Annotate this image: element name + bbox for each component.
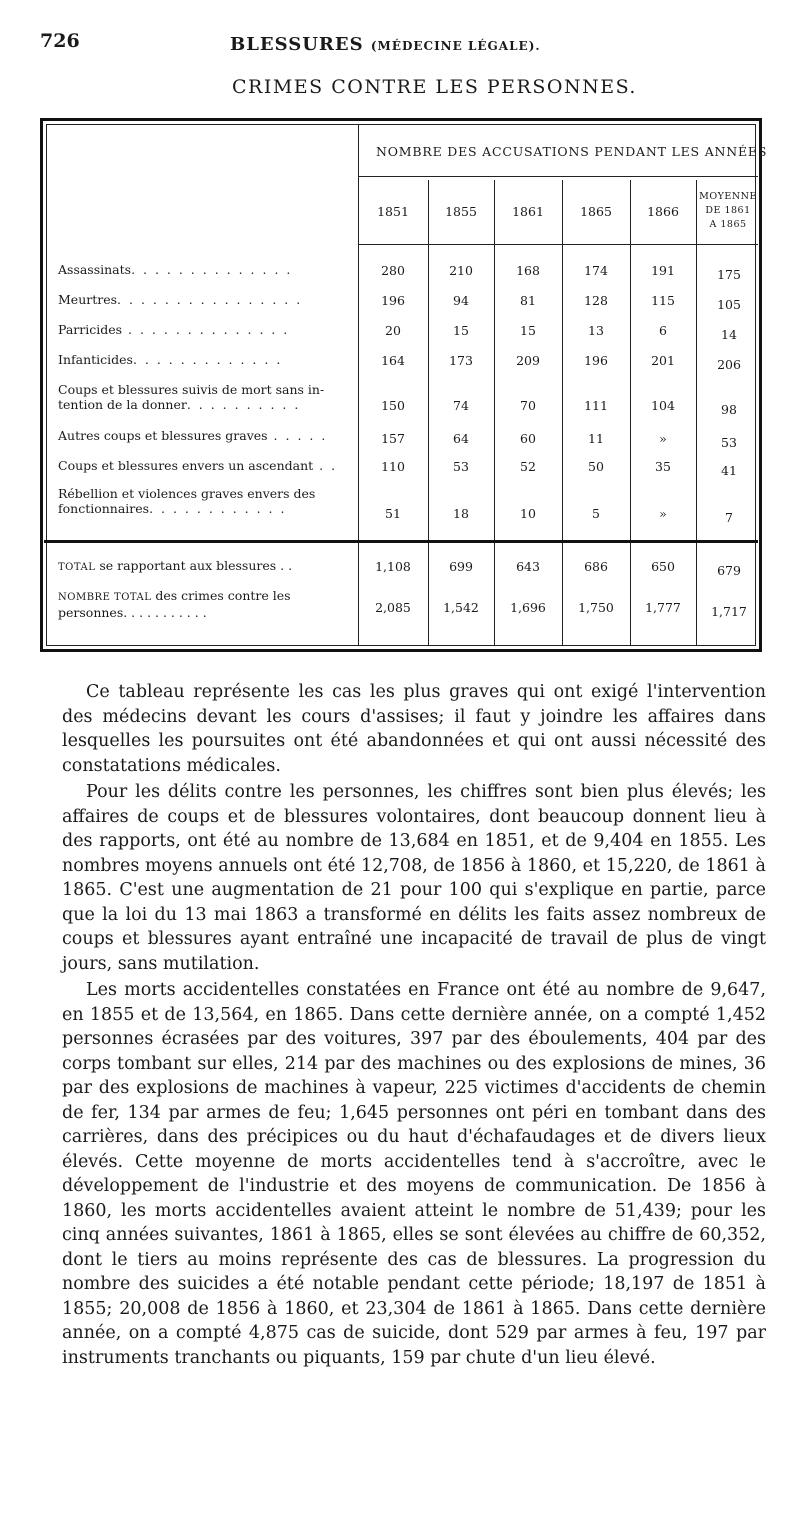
leader-dots: . . . . . . . . . . . <box>123 605 207 620</box>
body-text <box>62 680 766 1370</box>
row-label <box>58 262 348 277</box>
table-cell: 41 <box>721 463 737 478</box>
row-label <box>58 486 348 516</box>
table-cell: 1,717 <box>711 604 747 619</box>
total-label-text: personnes <box>58 605 124 620</box>
paragraph: Pour les délits contre les personnes, les chiffres sont bien plus élevés; les affaires de coups et de blessures volontaires, dont beaucoup donnent lieu à des rapports, ont été au nombre de 13,684 en 1851, et de 9,404 en 1855. Les nombres moyens annuels ont été 12,708, de 1856 à 1860, et 15,220, de 1861 à 1865. C'est une augmentation de 21 pour 100 qui s'explique en partie, parce que la loi du 13 mai 1863 a transformé en délits les faits assez nombreux de coups et blessures ayant entraîné une incapacité de travail de plus de vingt jours, sans mutilation. <box>62 782 766 974</box>
total-label-caps: TOTAL <box>58 562 96 573</box>
row-label-text: Infanticides <box>58 352 133 367</box>
total-label <box>58 588 348 620</box>
table-cell: 206 <box>717 357 741 372</box>
table-cell: 175 <box>717 267 741 282</box>
table-cell: 15 <box>453 323 469 338</box>
table-cell: 1,777 <box>645 600 681 615</box>
row-label-text: Coups et blessures envers un ascendant <box>58 458 314 473</box>
table-cell: 64 <box>453 431 469 446</box>
row-label-text: fonctionnaires <box>58 501 150 516</box>
table-cell: » <box>659 506 667 521</box>
running-head-main: BLESSURES <box>230 34 364 55</box>
row-label-text: Assassinats <box>58 262 132 277</box>
average-header <box>697 190 759 232</box>
table-cell: 81 <box>520 293 536 308</box>
table-cell: 196 <box>584 353 608 368</box>
table-rule <box>630 180 631 645</box>
table-cell: 10 <box>520 506 536 521</box>
table-rule <box>358 125 359 645</box>
table-cell: 1,750 <box>578 600 614 615</box>
year-header: 1851 <box>377 204 409 219</box>
row-label <box>58 322 348 337</box>
table-cell: 280 <box>381 263 405 278</box>
table-cell: 105 <box>717 297 741 312</box>
paragraph: Les morts accidentelles constatées en France ont été au nombre de 9,647, en 1855 et de 13,564, en 1865. Dans cette dernière année, on a compté 1,452 personnes écrasées par des voitures, 397 par des éboulements, 404 par des corps tombant sur elles, 214 par des machines ou des explosions de mines, 36 par des explosions de machines à vapeur, 225 victimes d'accidents de chemin de fer, 134 par armes de feu; 1,645 personnes ont péri en tombant dans des carrières, dans des précipices ou du haut d'échafaudages et de divers lieux élevés. Cette moyenne de morts accidentelles tend à s'accroître, avec le développement de l'industrie et des moyens de communication. De 1856 à 1860, les morts accidentelles avaient atteint le nombre de 51,439; pour les cinq années suivantes, 1861 à 1865, elles se sont élevées au chiffre de 60,352, dont le tiers au moins représente des cas de blessures. La progression du nombre des suicides a été notable pendant cette période; 18,197 de 1851 à 1855; 20,008 de 1856 à 1860, et 23,304 de 1861 à 1865. Dans cette dernière année, on a compté 4,875 cas de suicide, dont 529 par armes à feu, 197 par instruments tranchants ou piquants, 159 par chute d'un lieu élevé. <box>62 980 766 1368</box>
table-cell: 7 <box>725 510 733 525</box>
leader-dots: . . . . . . . . . . <box>186 397 301 412</box>
table-cell: 13 <box>588 323 604 338</box>
table-cell: 115 <box>651 293 675 308</box>
table-cell: 2,085 <box>375 600 411 615</box>
table-cell: 51 <box>385 506 401 521</box>
row-label <box>58 382 348 412</box>
table-cell: 1,108 <box>375 559 411 574</box>
row-label <box>58 352 348 367</box>
row-label <box>58 428 348 443</box>
table-cell: 168 <box>516 263 540 278</box>
running-head <box>230 34 541 55</box>
table-cell: 1,696 <box>510 600 546 615</box>
row-label <box>58 292 348 307</box>
leader-dots: . . . . . <box>267 428 328 443</box>
year-header: 1861 <box>512 204 544 219</box>
section-title: CRIMES CONTRE LES PERSONNES. <box>232 76 637 98</box>
table-cell: 210 <box>449 263 473 278</box>
table-cell: 111 <box>584 398 608 413</box>
table-cell: 74 <box>453 398 469 413</box>
row-label-text: Rébellion et violences graves envers des <box>58 486 316 501</box>
table-cell: » <box>659 431 667 446</box>
table-cell: 650 <box>651 559 675 574</box>
leader-dots: . . . . . . . . . . . . <box>149 501 287 516</box>
total-label <box>58 558 348 575</box>
row-label-text: Autres coups et blessures graves <box>58 428 268 443</box>
running-head-sub: (MÉDECINE LÉGALE). <box>370 39 541 53</box>
row-label <box>58 458 348 473</box>
average-header-line: MOYENNE <box>699 191 757 202</box>
total-label-text: se rapportant aux blessures <box>99 558 277 573</box>
group-header: NOMBRE DES ACCUSATIONS PENDANT LES ANNÉES <box>376 144 768 159</box>
row-label-text: Coups et blessures suivis de mort sans in- <box>58 382 325 397</box>
table-cell: 196 <box>381 293 405 308</box>
table-cell: 209 <box>516 353 540 368</box>
leader-dots: . . . . . . . . . . . . . . <box>122 322 290 337</box>
table-cell: 191 <box>651 263 675 278</box>
table-cell: 52 <box>520 459 536 474</box>
table-cell: 15 <box>520 323 536 338</box>
total-label-text: des crimes contre les <box>155 588 291 603</box>
row-label-text: tention de la donner <box>58 397 187 412</box>
table-cell: 110 <box>381 459 405 474</box>
table-cell: 686 <box>584 559 608 574</box>
leader-dots: . . . . . . . . . . . . . <box>132 352 283 367</box>
table-cell: 53 <box>721 435 737 450</box>
table-cell: 11 <box>588 431 604 446</box>
table-cell: 173 <box>449 353 473 368</box>
table-cell: 157 <box>381 431 405 446</box>
year-header: 1855 <box>445 204 477 219</box>
table-rule <box>562 180 563 645</box>
table-cell: 70 <box>520 398 536 413</box>
table-cell: 174 <box>584 263 608 278</box>
table-cell: 94 <box>453 293 469 308</box>
table-cell: 14 <box>721 327 737 342</box>
leader-dots: . . . . . . . . . . . . . . <box>131 262 293 277</box>
year-header: 1865 <box>580 204 612 219</box>
table-rule <box>428 180 429 645</box>
table-cell: 5 <box>592 506 600 521</box>
table-cell: 643 <box>516 559 540 574</box>
table-cell: 98 <box>721 402 737 417</box>
average-header-line: DE 1861 <box>705 205 751 216</box>
table-cell: 53 <box>453 459 469 474</box>
average-header-line: A 1865 <box>709 219 747 230</box>
table-cell: 50 <box>588 459 604 474</box>
page-number: 726 <box>40 30 80 52</box>
table-cell: 679 <box>717 563 741 578</box>
table-cell: 1,542 <box>443 600 479 615</box>
table-cell: 201 <box>651 353 675 368</box>
table-cell: 699 <box>449 559 473 574</box>
table-cell: 164 <box>381 353 405 368</box>
paragraph: Ce tableau représente les cas les plus graves qui ont exigé l'intervention des médecins devant les cours d'assises; il faut y joindre les affaires dans lesquelles les poursuites ont été abandonnées et qui ont aussi nécessité des constatations médicales. <box>62 682 766 776</box>
table-cell: 104 <box>651 398 675 413</box>
row-label-text: Meurtres <box>58 292 118 307</box>
leader-dots: . . <box>313 458 338 473</box>
table-cell: 128 <box>584 293 608 308</box>
row-label-text: Parricides <box>58 322 123 337</box>
year-header: 1866 <box>647 204 679 219</box>
table-cell: 35 <box>655 459 671 474</box>
table-cell: 6 <box>659 323 667 338</box>
table-cell: 150 <box>381 398 405 413</box>
table-cell: 60 <box>520 431 536 446</box>
table-rule <box>494 180 495 645</box>
table-rule <box>358 176 758 177</box>
leader-dots: . . <box>276 558 293 573</box>
leader-dots: . . . . . . . . . . . . . . . . <box>117 292 303 307</box>
table-rule <box>696 180 697 645</box>
table-rule <box>358 244 758 245</box>
table-cell: 20 <box>385 323 401 338</box>
total-label-caps: NOMBRE TOTAL <box>58 592 152 603</box>
table-cell: 18 <box>453 506 469 521</box>
table-rule <box>44 540 758 543</box>
